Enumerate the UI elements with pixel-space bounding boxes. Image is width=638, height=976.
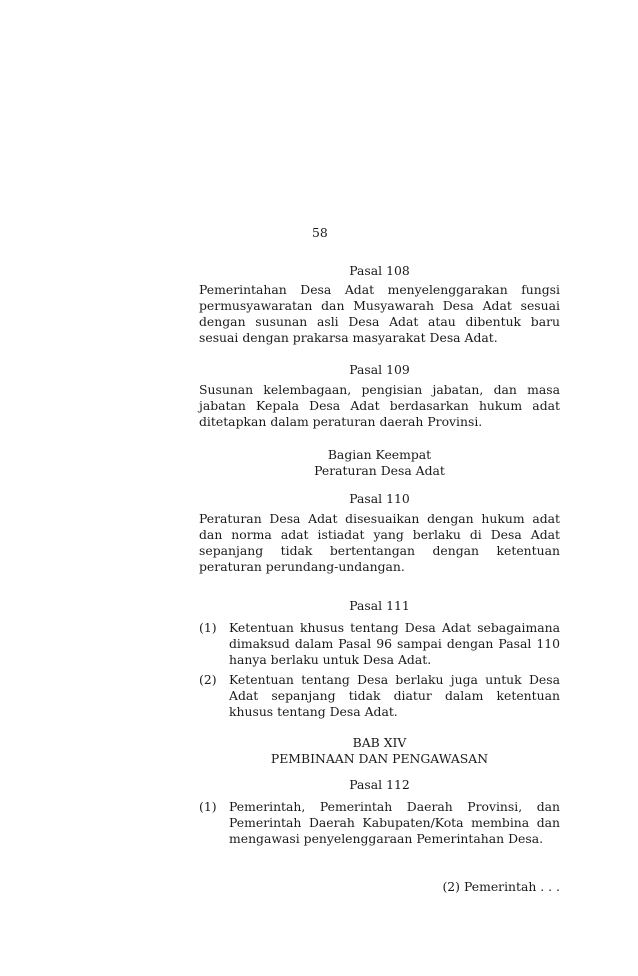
pasal-110-title: Pasal 110 [349, 491, 410, 506]
bagian-line1: Bagian Keempat [327, 447, 432, 462]
list-item-text: Pemerintah, Pemerintah Daerah Provinsi, dan Pemerintah Daerah Kabupaten/Kota membina dan mengawasi penyelenggaraan Pemerintahan Desa. [229, 799, 560, 846]
list-item-text: Ketentuan tentang Desa berlaku juga untuk Desa Adat sepanjang tidak diatur dalam ketentuan khusus tentang Desa Adat. [229, 672, 560, 719]
bab-line2: PEMBINAAN DAN PENGAWASAN [270, 751, 489, 766]
list-item-text: Ketentuan khusus tentang Desa Adat sebagaimana dimaksud dalam Pasal 96 sampai dengan Pasal 110 hanya berlaku untuk Desa Adat. [229, 620, 560, 667]
document-body [199, 263, 560, 847]
pasal-108-title: Pasal 108 [349, 263, 410, 278]
pasal-109-text: Susunan kelembagaan, pengisian jabatan, dan masa jabatan Kepala Desa Adat berdasarkan hukum adat ditetapkan dalam peraturan daerah Provinsi. [199, 382, 560, 429]
pasal-111-title: Pasal 111 [349, 598, 410, 613]
pasal-112-list [199, 799, 560, 847]
list-item [199, 672, 560, 720]
continuation-footer: (2) Pemerintah . . . [442, 879, 560, 894]
pasal-108-text: Pemerintahan Desa Adat menyelenggarakan fungsi permusyawaratan dan Musyawarah Desa Adat sesuai dengan susunan asli Desa Adat atau dibentuk baru sesuai dengan prakarsa masyarakat Desa Adat. [199, 282, 560, 345]
page-number: 58 [312, 225, 328, 240]
list-item-number: (1) [199, 620, 217, 635]
pasal-110-text: Peraturan Desa Adat disesuaikan dengan hukum adat dan norma adat istiadat yang berlaku di Desa Adat sepanjang tidak bertentangan dengan ketentuan peraturan perundang-undangan. [199, 511, 560, 574]
list-item [199, 620, 560, 668]
pasal-112-title: Pasal 112 [349, 777, 410, 792]
list-item-number: (2) [199, 672, 217, 687]
pasal-109-title: Pasal 109 [349, 362, 410, 377]
bab-line1: BAB XIV [352, 735, 407, 750]
pasal-111-list [199, 620, 560, 720]
list-item-number: (1) [199, 799, 217, 814]
list-item [199, 799, 560, 847]
bagian-line2: Peraturan Desa Adat [314, 463, 445, 478]
